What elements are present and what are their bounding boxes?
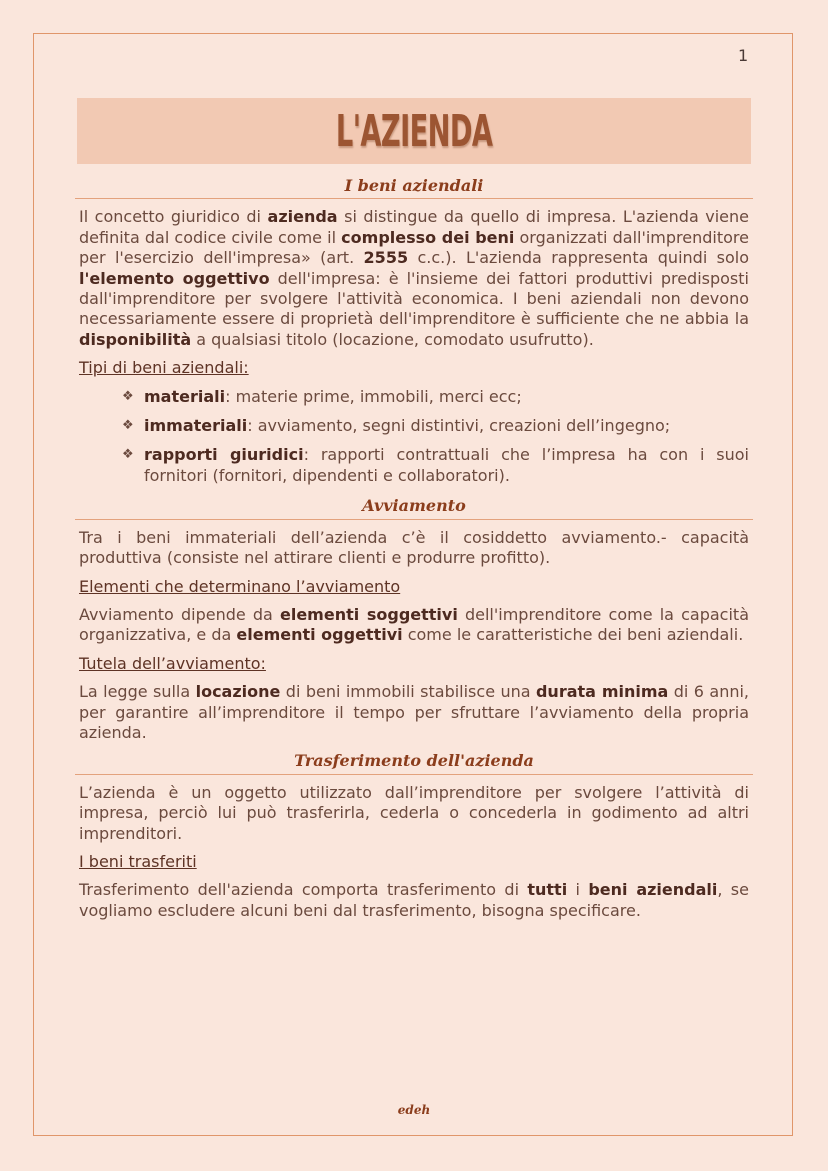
section-heading-beni-aziendali: I beni aziendali xyxy=(75,176,753,199)
list-item: ❖ materiali: materie prime, immobili, merci ecc; xyxy=(122,386,522,406)
subheading-elementi-avviamento: Elementi che determinano l’avviamento xyxy=(79,576,401,596)
document-body xyxy=(79,176,749,929)
bullet-list-tipi-beni xyxy=(79,387,749,487)
diamond-bullet-icon: ❖ xyxy=(122,418,134,434)
section-heading-avviamento: Avviamento xyxy=(75,496,753,519)
paragraph-trasferimento: L’azienda è un oggetto utilizzato dall’imprenditore per svolgere l’attività di impresa, perciò lui può trasferirla, cederla o concederla in godimento ad altri imprenditori. xyxy=(79,782,749,843)
page-number: 1 xyxy=(738,46,749,65)
paragraph-elementi: Avviamento dipende da elementi soggettivi dell'imprenditore come la capacità organizzativa, e da elementi oggettivi come le caratteristiche dei beni aziendali. xyxy=(79,604,749,645)
paragraph-concetto-azienda: Il concetto giuridico di azienda si distingue da quello di impresa. L'azienda viene definita dal codice civile come il complesso dei beni organizzati dall'imprenditore per l'esercizio dell'impresa» (art. 2555 c.c.). L'azienda rappresenta quindi solo l'elemento oggettivo dell'impresa: è l'insieme dei fattori produttivi predisposti dall'imprenditore per svolgere l'attività economica. I beni aziendali non devono necessariamente essere di proprietà dell'imprenditore è sufficiente che ne abbia la disponibilità a qualsiasi titolo (locazione, comodato usufrutto). xyxy=(79,207,750,349)
diamond-bullet-icon: ❖ xyxy=(122,388,134,404)
author-signature: edeh xyxy=(397,1103,431,1117)
subheading-tutela-avviamento: Tutela dell’avviamento: xyxy=(79,653,266,673)
list-item: ❖ rapporti giuridici: rapporti contrattuali che l’impresa ha con i suoi fornitori (fornitori, dipendenti e collaboratori). xyxy=(122,445,749,485)
list-item: ❖ immateriali: avviamento, segni distintivi, creazioni dell’ingegno; xyxy=(122,416,671,436)
subheading-tipi-beni: Tipi di beni aziendali: xyxy=(79,358,249,378)
title-banner xyxy=(77,98,751,164)
section-heading-trasferimento: Trasferimento dell'azienda xyxy=(75,751,753,774)
subheading-beni-trasferiti: I beni trasferiti xyxy=(79,851,197,871)
paragraph-tutela: La legge sulla locazione di beni immobili stabilisce una durata minima di 6 anni, per garantire all’imprenditore il tempo per sfruttare l’avviamento della propria azienda. xyxy=(79,682,750,742)
paragraph-avviamento: Tra i beni immateriali dell’azienda c’è il cosiddetto avviamento.- capacità produttiva (consiste nel attirare clienti e produrre profitto). xyxy=(79,527,749,568)
paragraph-beni-trasferiti: Trasferimento dell'azienda comporta trasferimento di tutti i beni aziendali, se vogliamo escludere alcuni beni dal trasferimento, bisogna specificare. xyxy=(79,880,749,920)
page-title: L'AZIENDA xyxy=(335,105,493,157)
diamond-bullet-icon: ❖ xyxy=(122,447,134,463)
